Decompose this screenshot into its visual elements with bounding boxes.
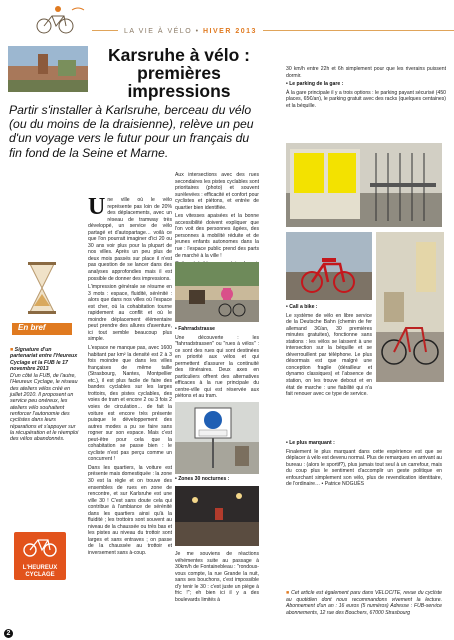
article-title: Karsruhe à vélo : premières impressions [108, 45, 250, 101]
fahrradstrasse-sign-photo [175, 402, 259, 474]
street-photo [175, 262, 259, 322]
zones-30-section: • Zones 30 nocturnes : [175, 476, 230, 482]
heureux-cyclage-badge [14, 532, 66, 580]
bike-icon [14, 532, 66, 560]
call-a-bike-photo [286, 232, 372, 300]
badge-line1: L'HEUREUX [22, 565, 58, 571]
article-column-1: Une ville où le vélo représente pas loin de 20% des déplacements, avec un réseau de tramway très développé, un service de vélo partagé et d'autopartage… voilà ce que l'on pourrait imaginer d'ici 20 ou 30 ans voir plus pour la plupart de nos villes. Après un peu plus de deux mois passés sur place il n'est pas question de se lancer dans des analyses approfondies mais il est possible de donner des impressions. L'impression générale se résume en 3 mots : espace, fluidité, sérénité : alors que dans nos villes où l'espace est cher, où la cohabitation tourne rapidement au conflit et où le moindre déplacement élémentaire peut prendre des allures d'aventure, ici tout semble beaucoup plus simple. L'espace ne manque pas, avec 1600 habitant par km² la densité est 2 à 3 fois moindre que dans les villes françaises de même taille (Strasbourg, Nantes, Montpellier etc.), il est plus facile de faire des bandes cyclables sur les larges trottoirs, des pistes cyclables, des voies de tram et encore 2 ou 3 fois 2 voies de circulation… de fait la voiture est encore très présente puisque le développement des autres modes a pu se faire sans rogner sur son espace. Mais c'est peut-être pour cela que la cohabitation se passe bien : le cycliste n'est pas perçu comme un concurrent ! Dans les quartiers, la voiture est présente mais domestiquée : la zone 30 est la règle et on trouve des ensembles de rues en zone de rencontre, et sur Karlsruhe est une ville 30 ! C'est sans doute cela qui contribue à l'ambiance de sérénité dans les quartiers ainsi qu'à la fluidité ; les trottoirs sont souvent au niveau de la chaussée ou très bas et les pistes au niveau du trottoir sont larges et sans entraves ; on passe de la chaussée au trottoir et inversement sans à-coup. [88, 194, 172, 556]
city-photo [8, 46, 88, 92]
fahrradstrasse-section: • Fahrradstrasse Une découverte : les "fahrradstrassen" ou "rues à vélos" : ce sont des rues qui sont destinées en priorité aux vélos et qui permettent d'assurer la continuité des itinéraires. Deux axes en particuliers offrent des alternatives efficaces à la rue principale du centre-ville qui est réservée aux piétons et au tram. [175, 326, 259, 400]
night-street-photo [175, 486, 259, 546]
brief-text: ■ Signature d'un partenariat entre l'Heureux Cyclage et la FUB le 17 novembre 2013 D'un côté la FUB, de l'autre, l'Heureux Cyclage, le réseau des ateliers vélos créé en juillet 2010. Il proposent un service peu onéreux, les ateliers vélo souhaitent renforcer l'autonomie des cyclistes dans leurs réparations et s'appuyer sur la récupération et le réemploi des vélos abandonnés. [10, 347, 79, 443]
parking-photo [286, 143, 442, 227]
badge-line2: CYCLAGE [25, 572, 55, 578]
in-brief-label: En bref [18, 323, 46, 332]
article-column-2: Aux intersections avec des rues secondaires les pistes cyclables sont prioritaires (photo) et souvent surélevées : efficacité et confort pour cyclistes et piétons, et entrée de quartier bien identifiée. Les vitesses apaisées et la bonne accessibilité doivent expliquer que l'on voit des personnes âgées, des personnes à mobilité réduite et de jeunes enfants autonomes dans la rue : l'espace public prend des parts de marché à la ville ! [175, 172, 259, 259]
drop-cap: U [88, 194, 106, 220]
hourglass-image [12, 260, 72, 316]
plus-marquant-section: • Le plus marquant : Finalement le plus marquant dans cette expérience est que se déplacer à vélo est devenu normal. Plus de remarques en arrivant au bureau : (alors le sportif?), plus jamais tout seul à un carrefour, mais du coup plus le sentiment d'accomplir un geste politique en enfourchant simplement son vélo, plus de revendication identitaire, de l'ordinaire… • Patrice NOGUÈS [286, 440, 443, 488]
article-lead: Partir s'installer à Karlsruhe, berceau du vélo (ou du moins de la draisienne), relève un peu d'un voyage vers le futur pour un français du fin fond de la Seine et Marne. [9, 103, 254, 160]
kickstand-bike-photo [376, 232, 444, 382]
call-a-bike-section: • Call a bike : Le système de vélo en libre service de la Deutsche Bahn (chemin de fer allemand 3€/an, 30 premières minutes gratuites), fonctionne sans stations : les vélos se laissent à une intersection sur la béquille et se déverrouillent par téléphone. Le plus désormais est que malgré une conception fragile (dérailleur et dynamo classiques) et l'absence de station, on les trouve debout et en état de marche : une fiabilité qui n'a fait renouer avec ce type de service. [286, 304, 372, 398]
footer-note: ■ Cet article est également paru dans VELOCITE, revue du cycliste au quotidien dont nous recommandons vivement la lecture. Abonnement d'un an : 16 euros (5 numéros) Adresse : FUB-service abonnements, 12 rue des Bouchers, 67000 Strasbourg [286, 590, 442, 616]
zones-30-text: Je me souviens de réactions véhémentes suite au passage à 30km/h de Fontainebleau : "rondous-vous compte, la rue Grande la nuit, sans ses bouchons, c'est impossible d'y tenir le 30 : c'est juste un piège à fric !"; eh bien ici il y a des boulevards limités à [175, 551, 259, 603]
page-number: 2 [4, 629, 13, 638]
magazine-logo [28, 2, 90, 36]
header-title: LA VIE À VÉLO • HIVER 2013 [118, 28, 263, 35]
article-column-3: 30 km/h entre 22h et 6h simplement pour que les riverains puissent dormir. • Le parking de la gare : À la gare principale il y a trois options : le parking payant sécurisé (450 places, 65€/an), le parking gratuit avec des racks (quelques centaines) et la béquille. [286, 66, 446, 109]
